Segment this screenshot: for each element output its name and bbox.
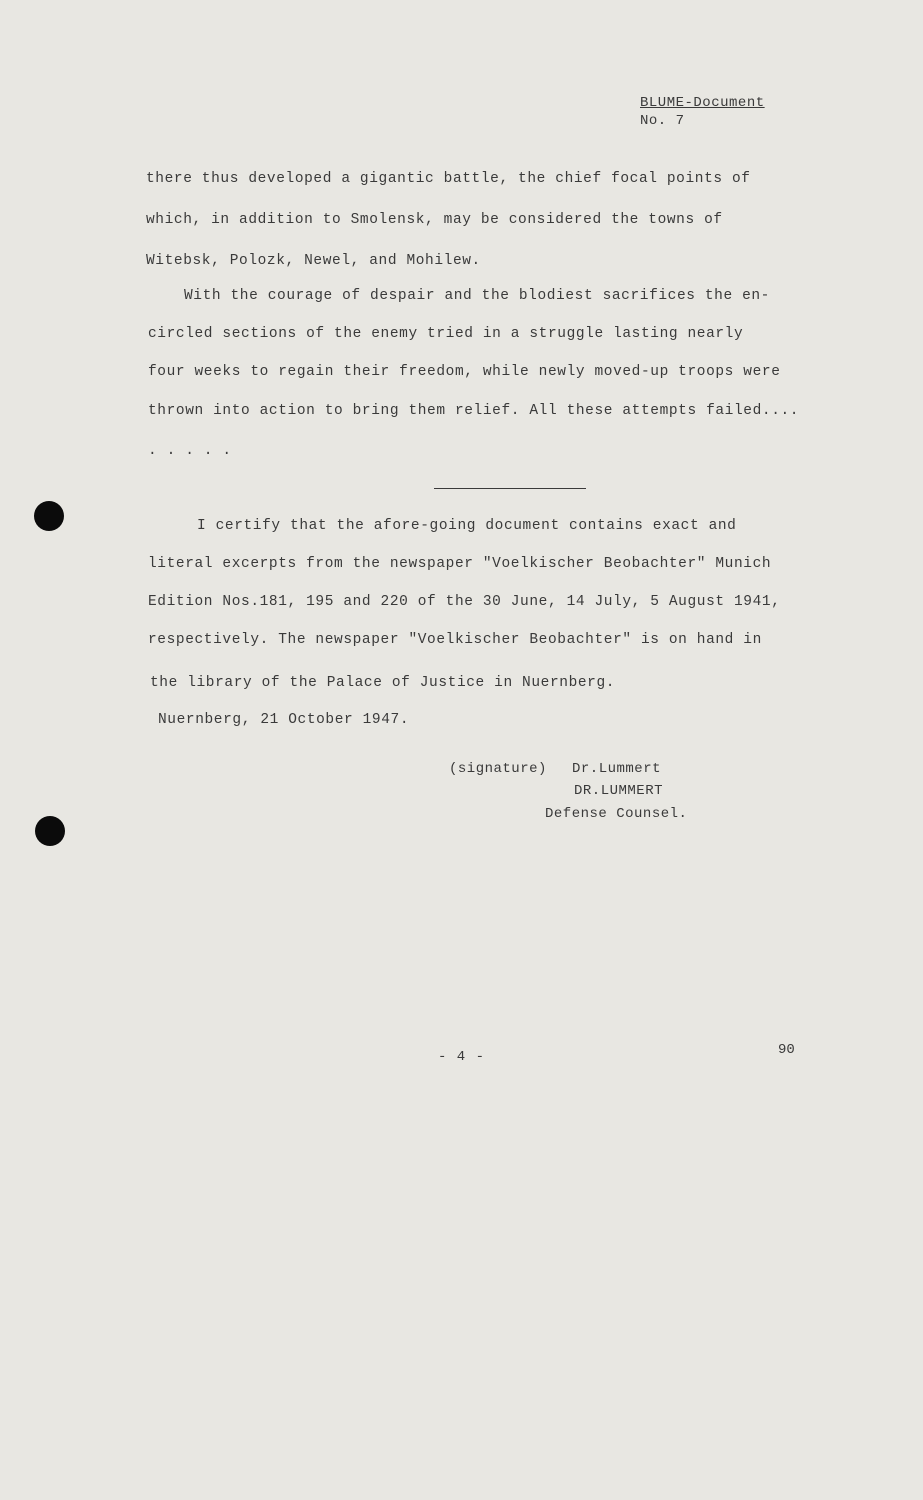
certification-line: respectively. The newspaper "Voelkischer Beobachter" is on hand in [148,632,762,648]
document-number: No. 7 [640,113,685,129]
body-line: With the courage of despair and the blodiest sacrifices the en- [184,288,770,304]
certification-line: Edition Nos.181, 195 and 220 of the 30 June, 14 July, 5 August 1941, [148,594,781,610]
body-line: four weeks to regain their freedom, while newly moved-up troops were [148,364,781,380]
ellipsis-line: . . . . . [148,443,232,459]
body-line: Witebsk, Polozk, Newel, and Mohilew. [146,253,481,269]
body-line: which, in addition to Smolensk, may be considered the towns of [146,212,723,228]
signature-name: Dr.Lummert [572,761,662,777]
body-line: circled sections of the enemy tried in a struggle lasting nearly [148,326,744,342]
section-divider [434,488,586,489]
certification-line: the library of the Palace of Justice in Nuernberg. [150,675,616,691]
page-number: - 4 - [438,1049,486,1065]
body-line: thrown into action to bring them relief. All these attempts failed.... [148,403,800,419]
punch-hole [34,501,64,531]
date-line: Nuernberg, 21 October 1947. [158,712,410,728]
certification-line: literal excerpts from the newspaper "Voelkischer Beobachter" Munich [148,556,772,572]
typed-name: DR.LUMMERT [574,783,664,799]
signature-label: (signature) [449,761,547,777]
document-reference-title: BLUME-Document [640,95,765,111]
punch-hole [35,816,65,846]
body-line: there thus developed a gigantic battle, the chief focal points of [146,171,751,187]
certification-line: I certify that the afore-going document contains exact and [197,518,737,534]
document-reference [640,94,765,130]
signatory-title: Defense Counsel. [545,806,688,822]
folio-number: 90 [778,1042,795,1058]
